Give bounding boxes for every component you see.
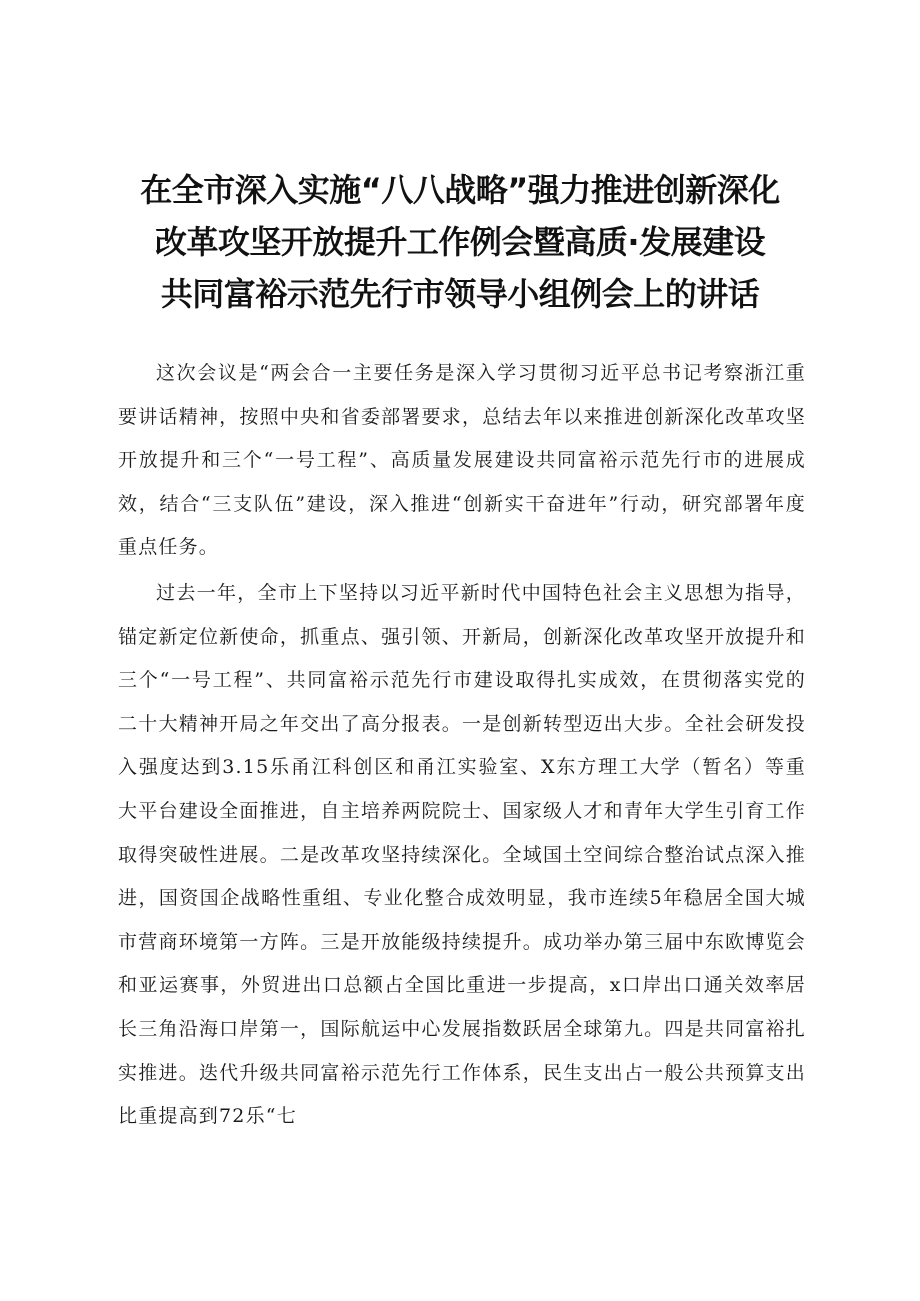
paragraph-2: 过去一年，全市上下坚持以习近平新时代中国特色社会主义思想为指导，锚定新定位新使命，抓重点、强引领、开新局，创新深化改革攻坚开放提升和三个“一号工程”、共同富裕示范先行市建设取得扎实成效，在贯彻落实党的二十大精神开局之年交出了高分报表。一是创新转型迈出大步。全社会研发投入强度达到3.15乐甬江科创区和甬江实验室、X东方理工大学（暂名）等重大平台建设全面推进，自主培养两院院士、国家级人才和青年大学生引育工作取得突破性进展。二是改革攻坚持续深化。全域国土空间综合整治试点深入推进，国资国企战略性重组、专业化整合成效明显，我市连续5年稳居全国大城市营商环境第一方阵。三是开放能级持续提升。成功举办第三届中东欧博览会和亚运赛事，外贸进出口总额占全国比重进一步提高，x口岸出口通关效率居长三角沿海口岸第一，国际航运中心发展指数跃居全球第九。四是共同富裕扎实推进。迭代升级共同富裕示范先行工作体系，民生支出占一般公共预算支出比重提高到72乐“七	[118, 581, 806, 1128]
title-line-1: 在全市深入实施“八八战略”强力推进创新深化	[140, 171, 780, 209]
title-line-2: 改革攻坚开放提升工作例会暨高质·发展建设	[154, 223, 766, 261]
document-title	[110, 164, 810, 320]
title-line-3: 共同富裕示范先行市领导小组例会上的讲话	[160, 275, 760, 313]
document-body	[118, 352, 806, 1139]
paragraph-1: 这次会议是“两会合一主要任务是深入学习贯彻习近平总书记考察浙江重要讲话精神，按照中央和省委部署要求，总结去年以来推进创新深化改革攻坚开放提升和三个“一号工程”、高质量发展建设共同富裕示范先行市的进展成效，结合“三支队伍”建设，深入推进“创新实干奋进年”行动，研究部署年度重点任务。	[118, 362, 806, 559]
